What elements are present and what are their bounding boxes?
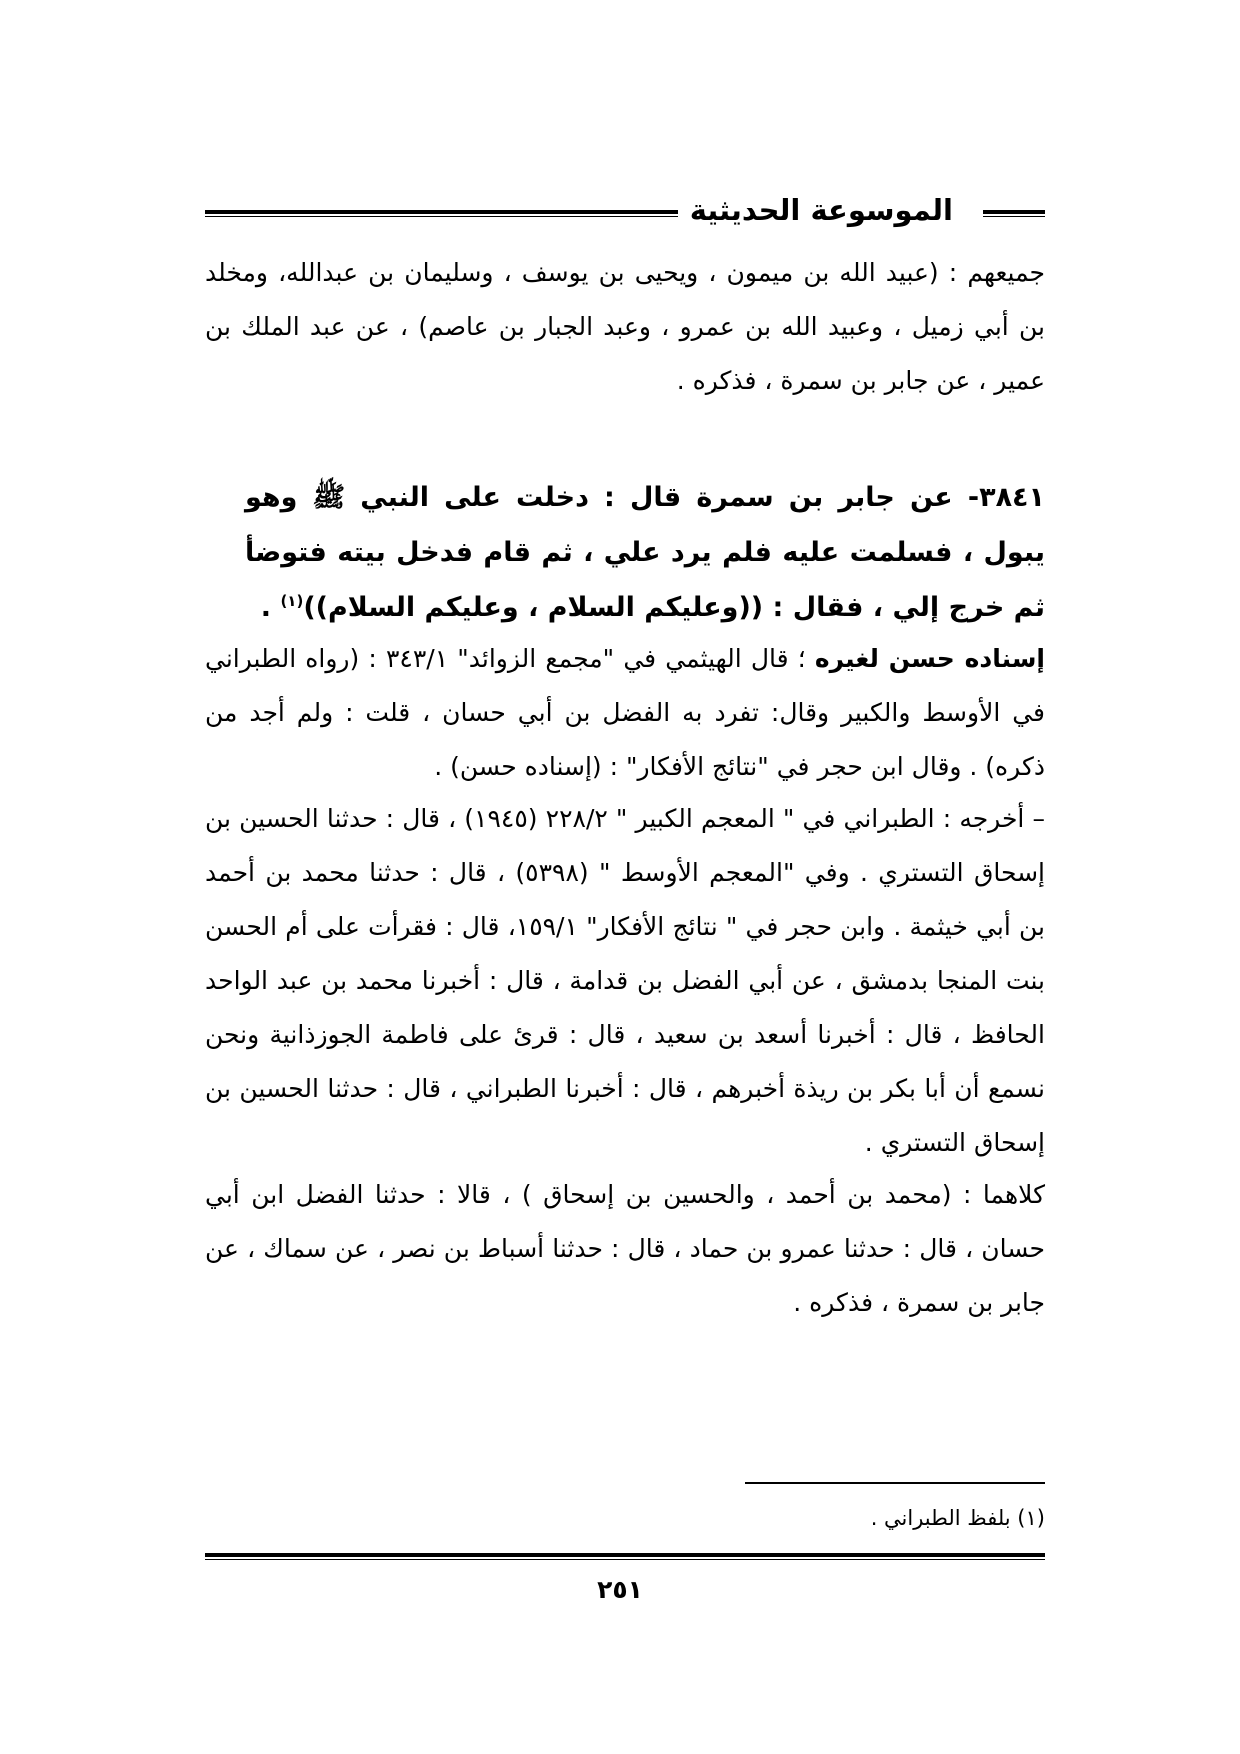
isnad-grade: إسناده حسن لغيره xyxy=(814,644,1045,673)
hadith-body: عن جابر بن سمرة قال : دخلت على النبي ﷺ وهو يبول ، فسلمت عليه فلم يرد علي ، ثم قام فدخل بيته فتوضأ ثم خرج إلي ، فقال : ((وعليكم السلام ، وعليكم السلام)) xyxy=(245,482,1045,623)
isnad-text: ؛ قال الهيثمي في "مجمع الزوائد" ٣٤٣/١ : (رواه الطبراني في الأوسط والكبير وقال: تفرد به الفضل بن أبي حسان ، قلت : ولم أجد من ذكره) . وقال ابن حجر في "نتائج الأفكار" : (إسناده حسن) . xyxy=(205,644,1045,781)
isnad-grading xyxy=(205,632,1045,794)
hadith-end: . xyxy=(260,592,281,623)
kilahuma-paragraph: كلاهما : (محمد بن أحمد ، والحسين بن إسحاق ) ، قالا : حدثنا الفضل ابن أبي حسان ، قال : حدثنا عمرو بن حماد ، قال : حدثنا أسباط بن نصر ، عن سماك ، عن جابر بن سمرة ، فذكره . xyxy=(205,1180,1045,1317)
header-title: الموسوعة الحديثية xyxy=(678,190,965,230)
paragraph-chains: جميعهم : (عبيد الله بن ميمون ، ويحيى بن يوسف ، وسليمان بن عبدالله، ومخلد بن أبي زميل ، وعبيد الله بن عمرو ، وعبد الجبار بن عاصم) ، عن عبد الملك بن عمير ، عن جابر بن سمرة ، فذكره . xyxy=(205,258,1045,395)
header-rule-right xyxy=(983,210,1045,217)
running-header xyxy=(205,190,1045,240)
header-rule-left xyxy=(205,210,750,217)
footnote-reference[interactable]: (١) xyxy=(280,592,304,610)
footnote: (١) بلفظ الطبراني . xyxy=(870,1506,1045,1530)
hadith-text xyxy=(245,470,1045,635)
takhrij-paragraph: – أخرجه : الطبراني في " المعجم الكبير " ٢٢٨/٢ (١٩٤٥) ، قال : حدثنا الحسين بن إسحاق التستري . وفي "المعجم الأوسط " (٥٣٩٨) ، قال : حدثنا محمد بن أحمد بن أبي خيثمة . وابن حجر في " نتائج الأفكار" ١٥٩/١، قال : فقرأت على أم الحسن بنت المنجا بدمشق ، عن أبي الفضل بن قدامة ، قال : أخبرنا محمد بن عبد الواحد الحافظ ، قال : أخبرنا أسعد بن سعيد ، قال : قرئ على فاطمة الجوزذانية ونحن نسمع أن أبا بكر بن ريذة أخبرهم ، قال : أخبرنا الطبراني ، قال : حدثنا الحسين بن إسحاق التستري . xyxy=(205,804,1046,1157)
page-number: ٢٥١ xyxy=(597,1575,643,1604)
bottom-rule xyxy=(205,1553,1045,1560)
footnote-divider xyxy=(745,1482,1045,1484)
hadith-number: ٣٨٤١- xyxy=(967,482,1046,513)
